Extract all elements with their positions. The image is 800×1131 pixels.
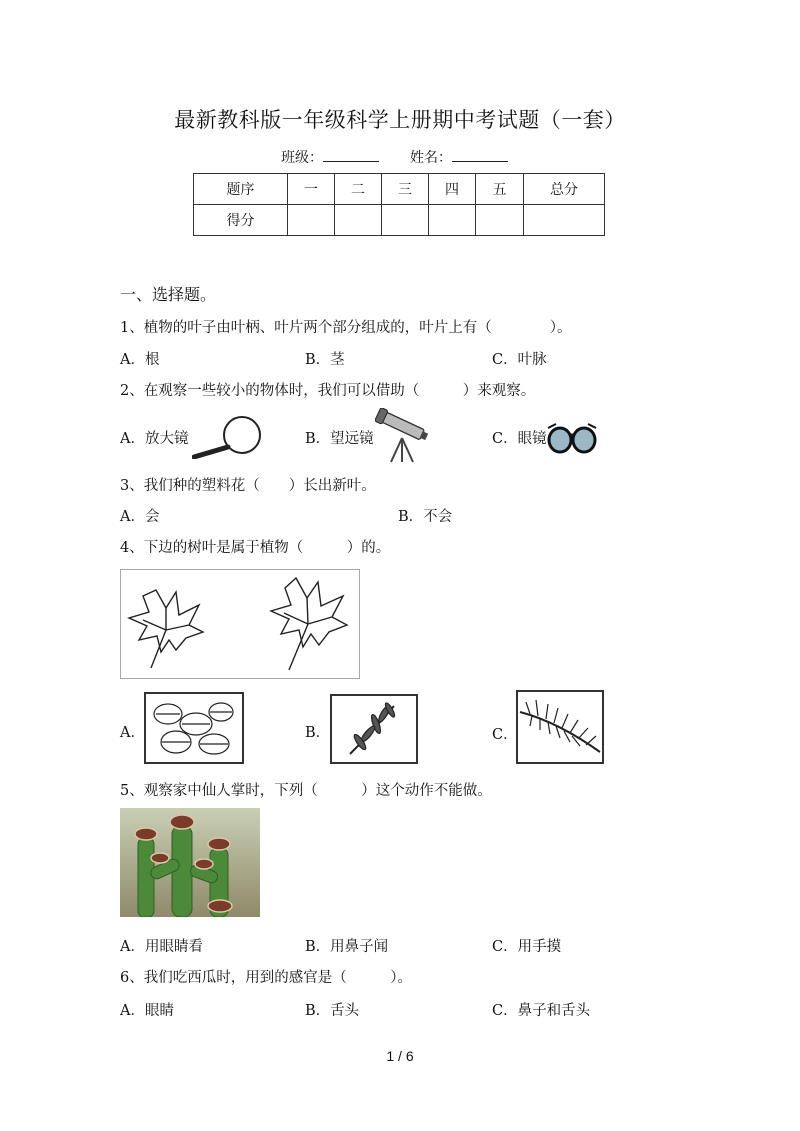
q4-option-c[interactable]: C． (492, 727, 518, 743)
score-header-row (194, 174, 605, 205)
q3-option-b[interactable]: B．不会 (398, 509, 453, 525)
q6-option-c[interactable]: C．鼻子和舌头 (492, 1003, 591, 1019)
q2-option-c[interactable]: C．眼镜 (492, 431, 547, 447)
q5-option-a[interactable]: A．用眼睛看 (120, 939, 203, 955)
willow-branch-icon (330, 694, 418, 764)
header-cell: 一 (288, 174, 335, 205)
q1-option-b[interactable]: B．茎 (305, 352, 345, 368)
header-cell: 四 (429, 174, 476, 205)
class-label: 班级： (281, 150, 323, 166)
score-cell[interactable] (429, 205, 476, 236)
header-cell: 五 (476, 174, 524, 205)
q1-option-a[interactable]: A．根 (120, 352, 160, 368)
header-cell: 总分 (524, 174, 605, 205)
q3-option-a[interactable]: A．会 (120, 509, 160, 525)
question-1: 1、植物的叶子由叶柄、叶片两个部分组成的，叶片上有（ ）。 (120, 320, 572, 336)
score-cell[interactable] (476, 205, 524, 236)
cactus-photo (120, 808, 260, 917)
q2-option-a[interactable]: A．放大镜 (120, 431, 189, 447)
page-number: 1 / 6 (386, 1048, 414, 1064)
score-cell[interactable] (288, 205, 335, 236)
score-row-label: 得分 (194, 205, 288, 236)
q6-option-a[interactable]: A．眼睛 (120, 1003, 174, 1019)
q5-option-c[interactable]: C．用手摸 (492, 939, 562, 955)
name-label: 姓名： (410, 150, 452, 166)
section-heading: 一、选择题。 (120, 285, 217, 304)
maple-leaves-icon (120, 569, 360, 679)
score-table (193, 173, 605, 236)
q4-option-a[interactable]: A． (120, 725, 145, 741)
q6-option-b[interactable]: B．舌头 (305, 1003, 360, 1019)
score-row (194, 205, 605, 236)
class-field (281, 147, 379, 167)
q1-option-c[interactable]: C．叶脉 (492, 352, 547, 368)
score-cell[interactable] (524, 205, 605, 236)
header-cell: 二 (335, 174, 382, 205)
page-title: 最新教科版一年级科学上册期中考试题（一套） (174, 108, 626, 132)
magnifier-icon (192, 413, 270, 459)
header-cell: 题序 (194, 174, 288, 205)
name-blank[interactable] (452, 147, 508, 162)
glasses-icon (546, 418, 598, 458)
question-2: 2、在观察一些较小的物体时，我们可以借助（ ）来观察。 (120, 383, 536, 399)
leaf-cluster-icon (144, 692, 244, 764)
fern-icon (516, 690, 604, 764)
q5-option-b[interactable]: B．用鼻子闻 (305, 939, 389, 955)
question-6: 6、我们吃西瓜时，用到的感官是（ ）。 (120, 970, 412, 986)
q2-option-b[interactable]: B．望远镜 (305, 431, 374, 447)
name-field (410, 147, 508, 167)
header-cell: 三 (382, 174, 429, 205)
telescope-icon (375, 408, 430, 463)
q4-option-b[interactable]: B． (305, 725, 331, 741)
question-5: 5、观察家中仙人掌时，下列（ ）这个动作不能做。 (120, 783, 492, 799)
question-3: 3、我们种的塑料花（ ）长出新叶。 (120, 478, 376, 494)
class-blank[interactable] (323, 147, 379, 162)
question-4: 4、下边的树叶是属于植物（ ）的。 (120, 540, 391, 556)
score-cell[interactable] (382, 205, 429, 236)
score-cell[interactable] (335, 205, 382, 236)
